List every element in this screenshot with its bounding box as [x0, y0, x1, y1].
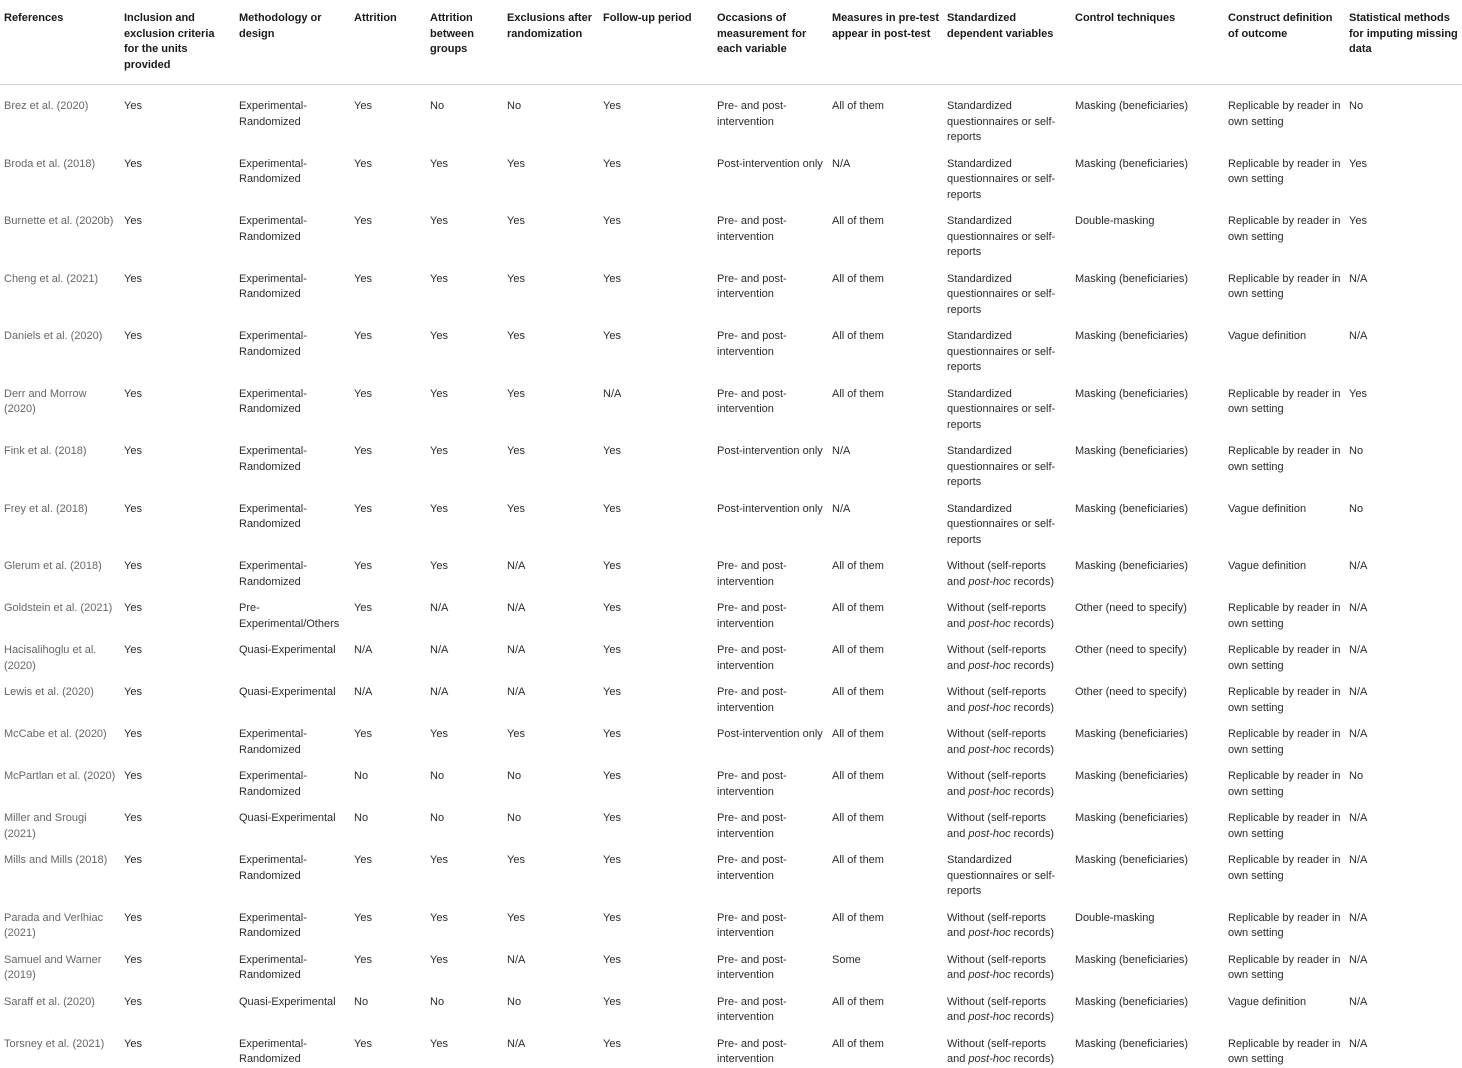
attrition-groups-cell: No: [430, 995, 445, 1008]
standardized-cell: Without (self-reports and post-hoc records): [947, 911, 1055, 939]
attrition-groups-cell: Yes: [430, 272, 448, 285]
attrition-cell: N/A: [354, 644, 373, 656]
table-row: [0, 261, 1462, 319]
exclusions-cell: No: [507, 100, 522, 112]
attrition-groups-cell: N/A: [430, 644, 449, 656]
statistical-cell: Yes: [1349, 387, 1367, 400]
table-row: [0, 146, 1462, 204]
reference-cell: Cheng et al. (2021): [4, 272, 99, 285]
pre-post-cell: All of them: [832, 686, 884, 698]
follow-up-cell: Yes: [603, 1037, 621, 1050]
follow-up-cell: Yes: [603, 445, 621, 457]
inclusion-cell: Yes: [124, 215, 142, 227]
table-row: [0, 376, 1462, 434]
standardized-cell: Without (self-reports and post-hoc records): [947, 1037, 1055, 1065]
statistical-cell: No: [1349, 502, 1364, 515]
control-cell: Masking (beneficiaries): [1075, 812, 1189, 824]
inclusion-cell: Yes: [124, 1037, 142, 1050]
reference-cell: Lewis et al. (2020): [4, 686, 94, 698]
occasions-cell: Pre- and post-intervention: [717, 100, 787, 128]
control-cell: Masking (beneficiaries): [1075, 157, 1189, 170]
standardized-cell: Standardized questionnaires or self-reports: [947, 445, 1056, 488]
occasions-cell: Pre- and post-intervention: [717, 812, 787, 840]
methodology-cell: Experimental-Randomized: [239, 770, 307, 798]
reference-cell: Mills and Mills (2018): [4, 854, 108, 866]
inclusion-cell: Yes: [124, 100, 142, 112]
construct-cell: Replicable by reader in own setting: [1228, 644, 1341, 672]
methodology-cell: Experimental-Randomized: [239, 215, 307, 243]
follow-up-cell: Yes: [603, 770, 621, 782]
pre-post-cell: All of them: [832, 560, 884, 572]
attrition-cell: Yes: [354, 157, 372, 170]
inclusion-cell: Yes: [124, 272, 142, 285]
attrition-cell: Yes: [354, 330, 372, 342]
attrition-cell: N/A: [354, 686, 373, 698]
attrition-cell: Yes: [354, 911, 372, 924]
control-cell: Masking (beneficiaries): [1075, 272, 1189, 285]
attrition-cell: Yes: [354, 953, 372, 966]
construct-cell: Replicable by reader in own setting: [1228, 445, 1341, 473]
reference-cell: McCabe et al. (2020): [4, 728, 107, 740]
attrition-cell: Yes: [354, 560, 372, 572]
reference-cell: Goldstein et al. (2021): [4, 602, 113, 614]
header-row: [0, 0, 1462, 85]
statistical-cell: N/A: [1349, 854, 1368, 866]
reference-cell: Burnette et al. (2020b): [4, 215, 114, 227]
attrition-cell: Yes: [354, 502, 372, 515]
col-header-occasions: Occasions of measurement for each variable: [713, 0, 828, 85]
table-row: [0, 491, 1462, 549]
attrition-cell: Yes: [354, 1037, 372, 1050]
attrition-groups-cell: Yes: [430, 1037, 448, 1050]
inclusion-cell: Yes: [124, 728, 142, 740]
follow-up-cell: Yes: [603, 995, 621, 1008]
methodology-cell: Experimental-Randomized: [239, 1037, 307, 1065]
reference-cell: Torsney et al. (2021): [4, 1037, 105, 1050]
control-cell: Masking (beneficiaries): [1075, 445, 1189, 457]
exclusions-cell: Yes: [507, 854, 525, 866]
pre-post-cell: All of them: [832, 215, 884, 227]
exclusions-cell: Yes: [507, 502, 525, 515]
control-cell: Other (need to specify): [1075, 602, 1187, 614]
control-cell: Masking (beneficiaries): [1075, 995, 1189, 1008]
pre-post-cell: All of them: [832, 911, 884, 924]
occasions-cell: Pre- and post-intervention: [717, 1037, 787, 1065]
exclusions-cell: No: [507, 812, 522, 824]
follow-up-cell: Yes: [603, 854, 621, 866]
methodology-cell: Experimental-Randomized: [239, 728, 307, 756]
table-row: [0, 85, 1462, 146]
exclusions-cell: N/A: [507, 686, 526, 698]
standardized-cell: Standardized questionnaires or self-reports: [947, 854, 1056, 897]
reference-cell: Glerum et al. (2018): [4, 560, 102, 572]
inclusion-cell: Yes: [124, 911, 142, 924]
pre-post-cell: All of them: [832, 812, 884, 824]
methodology-cell: Experimental-Randomized: [239, 560, 307, 588]
table-row: [0, 674, 1462, 716]
table-row: [0, 1026, 1462, 1068]
methodology-cell: Experimental-Randomized: [239, 157, 307, 185]
table-row: [0, 203, 1462, 261]
follow-up-cell: Yes: [603, 728, 621, 740]
exclusions-cell: Yes: [507, 728, 525, 740]
attrition-groups-cell: N/A: [430, 602, 449, 614]
col-header-inclusion-criteria: Inclusion and exclusion criteria for the units provided: [120, 0, 235, 85]
attrition-cell: Yes: [354, 602, 372, 614]
statistical-cell: Yes: [1349, 215, 1367, 227]
control-cell: Masking (beneficiaries): [1075, 854, 1189, 866]
methodology-cell: Pre-Experimental/Others: [239, 602, 340, 630]
statistical-cell: No: [1349, 770, 1364, 782]
attrition-groups-cell: No: [430, 100, 445, 112]
reference-cell: Fink et al. (2018): [4, 445, 87, 457]
attrition-cell: Yes: [354, 100, 372, 112]
standardized-cell: Without (self-reports and post-hoc records): [947, 812, 1055, 840]
attrition-cell: Yes: [354, 272, 372, 285]
control-cell: Double-masking: [1075, 911, 1155, 924]
methodology-cell: Experimental-Randomized: [239, 502, 307, 530]
pre-post-cell: All of them: [832, 644, 884, 656]
methodology-cell: Quasi-Experimental: [239, 812, 336, 824]
attrition-cell: Yes: [354, 854, 372, 866]
attrition-groups-cell: No: [430, 812, 445, 824]
attrition-groups-cell: Yes: [430, 911, 448, 924]
occasions-cell: Pre- and post-intervention: [717, 953, 787, 981]
attrition-groups-cell: Yes: [430, 445, 448, 457]
standardized-cell: Standardized questionnaires or self-reports: [947, 157, 1056, 201]
construct-cell: Replicable by reader in own setting: [1228, 911, 1341, 939]
occasions-cell: Pre- and post-intervention: [717, 560, 787, 588]
methodology-cell: Quasi-Experimental: [239, 644, 336, 656]
pre-post-cell: All of them: [832, 100, 884, 112]
standardized-cell: Standardized questionnaires or self-reports: [947, 502, 1056, 546]
statistical-cell: N/A: [1349, 602, 1368, 614]
reference-cell: Frey et al. (2018): [4, 502, 88, 515]
col-header-methodology: Methodology or design: [235, 0, 350, 85]
table-row: [0, 548, 1462, 590]
pre-post-cell: N/A: [832, 502, 851, 515]
col-header-construct-definition: Construct definition of outcome: [1224, 0, 1345, 85]
attrition-groups-cell: Yes: [430, 560, 448, 572]
occasions-cell: Pre- and post-intervention: [717, 854, 787, 882]
inclusion-cell: Yes: [124, 387, 142, 400]
standardized-cell: Without (self-reports and post-hoc records): [947, 686, 1055, 714]
statistical-cell: N/A: [1349, 644, 1368, 656]
col-header-exclusions: Exclusions after randomization: [503, 0, 599, 85]
occasions-cell: Pre- and post-intervention: [717, 330, 787, 358]
occasions-cell: Post-intervention only: [717, 445, 823, 457]
inclusion-cell: Yes: [124, 602, 142, 614]
occasions-cell: Post-intervention only: [717, 157, 823, 170]
col-header-follow-up: Follow-up period: [599, 0, 713, 85]
statistical-cell: N/A: [1349, 995, 1368, 1008]
control-cell: Masking (beneficiaries): [1075, 502, 1189, 515]
col-header-statistical-methods: Statistical methods for imputing missing data: [1345, 0, 1462, 85]
follow-up-cell: Yes: [603, 812, 621, 824]
methodology-cell: Experimental-Randomized: [239, 100, 307, 128]
occasions-cell: Pre- and post-intervention: [717, 387, 787, 415]
col-header-pre-post-measures: Measures in pre-test appear in post-test: [828, 0, 943, 85]
statistical-cell: Yes: [1349, 157, 1367, 170]
exclusions-cell: N/A: [507, 953, 526, 966]
follow-up-cell: N/A: [603, 387, 622, 400]
inclusion-cell: Yes: [124, 770, 142, 782]
exclusions-cell: Yes: [507, 272, 525, 285]
attrition-cell: No: [354, 812, 369, 824]
reference-cell: Saraff et al. (2020): [4, 995, 95, 1008]
statistical-cell: N/A: [1349, 953, 1368, 966]
table-row: [0, 590, 1462, 632]
occasions-cell: Post-intervention only: [717, 728, 823, 740]
occasions-cell: Pre- and post-intervention: [717, 770, 787, 798]
exclusions-cell: No: [507, 995, 522, 1008]
inclusion-cell: Yes: [124, 330, 142, 342]
reference-cell: Hacisalihoglu et al. (2020): [4, 644, 97, 672]
follow-up-cell: Yes: [603, 644, 621, 656]
follow-up-cell: Yes: [603, 686, 621, 698]
reference-cell: Derr and Morrow (2020): [4, 387, 87, 415]
table-row: [0, 716, 1462, 758]
methodology-cell: Experimental-Randomized: [239, 387, 307, 415]
reference-cell: Broda et al. (2018): [4, 157, 96, 170]
statistical-cell: No: [1349, 100, 1364, 112]
construct-cell: Vague definition: [1228, 502, 1307, 515]
construct-cell: Replicable by reader in own setting: [1228, 812, 1341, 840]
attrition-groups-cell: Yes: [430, 854, 448, 866]
col-header-attrition-between-groups: Attrition between groups: [426, 0, 503, 85]
attrition-groups-cell: Yes: [430, 330, 448, 342]
occasions-cell: Pre- and post-intervention: [717, 215, 787, 243]
table-row: [0, 842, 1462, 900]
methodology-cell: Experimental-Randomized: [239, 911, 307, 939]
exclusions-cell: N/A: [507, 1037, 526, 1050]
follow-up-cell: Yes: [603, 215, 621, 227]
inclusion-cell: Yes: [124, 686, 142, 698]
statistical-cell: N/A: [1349, 272, 1368, 285]
standardized-cell: Without (self-reports and post-hoc records): [947, 995, 1055, 1023]
standardized-cell: Standardized questionnaires or self-reports: [947, 272, 1056, 316]
inclusion-cell: Yes: [124, 854, 142, 866]
control-cell: Masking (beneficiaries): [1075, 770, 1189, 782]
reference-cell: Parada and Verlhiac (2021): [4, 911, 104, 939]
follow-up-cell: Yes: [603, 272, 621, 285]
exclusions-cell: Yes: [507, 445, 525, 457]
construct-cell: Replicable by reader in own setting: [1228, 157, 1341, 185]
exclusions-cell: Yes: [507, 911, 525, 924]
inclusion-cell: Yes: [124, 644, 142, 656]
follow-up-cell: Yes: [603, 602, 621, 614]
construct-cell: Replicable by reader in own setting: [1228, 100, 1341, 128]
control-cell: Masking (beneficiaries): [1075, 728, 1189, 740]
exclusions-cell: Yes: [507, 215, 525, 227]
statistical-cell: N/A: [1349, 330, 1368, 342]
follow-up-cell: Yes: [603, 911, 621, 924]
control-cell: Masking (beneficiaries): [1075, 330, 1189, 342]
attrition-groups-cell: Yes: [430, 387, 448, 400]
occasions-cell: Pre- and post-intervention: [717, 272, 787, 300]
standardized-cell: Standardized questionnaires or self-reports: [947, 100, 1056, 143]
inclusion-cell: Yes: [124, 812, 142, 824]
construct-cell: Replicable by reader in own setting: [1228, 387, 1341, 415]
inclusion-cell: Yes: [124, 560, 142, 572]
pre-post-cell: All of them: [832, 854, 884, 866]
standardized-cell: Without (self-reports and post-hoc records): [947, 728, 1055, 756]
control-cell: Double-masking: [1075, 215, 1155, 227]
control-cell: Other (need to specify): [1075, 644, 1187, 656]
construct-cell: Replicable by reader in own setting: [1228, 215, 1341, 243]
statistical-cell: N/A: [1349, 911, 1368, 924]
control-cell: Masking (beneficiaries): [1075, 100, 1189, 112]
control-cell: Masking (beneficiaries): [1075, 387, 1189, 400]
statistical-cell: N/A: [1349, 728, 1368, 740]
standardized-cell: Without (self-reports and post-hoc records): [947, 953, 1055, 981]
control-cell: Masking (beneficiaries): [1075, 560, 1189, 572]
pre-post-cell: Some: [832, 953, 861, 966]
statistical-cell: N/A: [1349, 812, 1368, 824]
pre-post-cell: All of them: [832, 330, 884, 342]
reference-cell: Samuel and Warner (2019): [4, 953, 102, 981]
table-row: [0, 758, 1462, 800]
standardized-cell: Standardized questionnaires or self-reports: [947, 215, 1056, 258]
construct-cell: Replicable by reader in own setting: [1228, 1037, 1341, 1065]
table-row: [0, 632, 1462, 674]
follow-up-cell: Yes: [603, 100, 621, 112]
table-row: [0, 318, 1462, 376]
table-body: [0, 85, 1462, 1068]
exclusions-cell: No: [507, 770, 522, 782]
construct-cell: Replicable by reader in own setting: [1228, 770, 1341, 798]
attrition-cell: Yes: [354, 387, 372, 400]
reference-cell: McPartlan et al. (2020): [4, 770, 116, 782]
col-header-standardized-variables: Standardized dependent variables: [943, 0, 1071, 85]
follow-up-cell: Yes: [603, 330, 621, 342]
occasions-cell: Pre- and post-intervention: [717, 911, 787, 939]
reference-cell: Miller and Srougi (2021): [4, 812, 87, 840]
table-row: [0, 900, 1462, 942]
pre-post-cell: N/A: [832, 445, 851, 457]
occasions-cell: Post-intervention only: [717, 502, 823, 515]
statistical-cell: N/A: [1349, 1037, 1368, 1050]
table-row: [0, 984, 1462, 1026]
attrition-groups-cell: Yes: [430, 502, 448, 515]
reference-cell: Daniels et al. (2020): [4, 330, 103, 342]
construct-cell: Replicable by reader in own setting: [1228, 272, 1341, 300]
pre-post-cell: All of them: [832, 995, 884, 1008]
inclusion-cell: Yes: [124, 157, 142, 170]
table-row: [0, 800, 1462, 842]
construct-cell: Vague definition: [1228, 330, 1307, 342]
statistical-cell: N/A: [1349, 560, 1368, 572]
pre-post-cell: N/A: [832, 157, 851, 170]
attrition-groups-cell: No: [430, 770, 445, 782]
exclusions-cell: N/A: [507, 560, 526, 572]
col-header-references: References: [0, 0, 120, 85]
occasions-cell: Pre- and post-intervention: [717, 995, 787, 1023]
methodology-cell: Experimental-Randomized: [239, 445, 307, 473]
methodology-cell: Experimental-Randomized: [239, 330, 307, 358]
exclusions-cell: N/A: [507, 602, 526, 614]
standardized-cell: Standardized questionnaires or self-reports: [947, 387, 1056, 431]
methodology-cell: Experimental-Randomized: [239, 953, 307, 981]
attrition-cell: Yes: [354, 215, 372, 227]
pre-post-cell: All of them: [832, 728, 884, 740]
inclusion-cell: Yes: [124, 502, 142, 515]
attrition-groups-cell: Yes: [430, 953, 448, 966]
col-header-control-techniques: Control techniques: [1071, 0, 1224, 85]
attrition-groups-cell: Yes: [430, 728, 448, 740]
reference-cell: Brez et al. (2020): [4, 100, 89, 112]
construct-cell: Vague definition: [1228, 995, 1307, 1008]
standardized-cell: Without (self-reports and post-hoc records): [947, 602, 1055, 630]
construct-cell: Vague definition: [1228, 560, 1307, 572]
methodology-cell: Experimental-Randomized: [239, 272, 307, 300]
exclusions-cell: Yes: [507, 387, 525, 400]
col-header-attrition: Attrition: [350, 0, 426, 85]
exclusions-cell: Yes: [507, 330, 525, 342]
construct-cell: Replicable by reader in own setting: [1228, 602, 1341, 630]
attrition-cell: Yes: [354, 728, 372, 740]
control-cell: Masking (beneficiaries): [1075, 1037, 1189, 1050]
pre-post-cell: All of them: [832, 387, 884, 400]
statistical-cell: N/A: [1349, 686, 1368, 698]
methodology-cell: Quasi-Experimental: [239, 686, 336, 698]
exclusions-cell: Yes: [507, 157, 525, 170]
standardized-cell: Without (self-reports and post-hoc records): [947, 770, 1055, 798]
follow-up-cell: Yes: [603, 560, 621, 572]
attrition-cell: Yes: [354, 445, 372, 457]
attrition-cell: No: [354, 770, 369, 782]
inclusion-cell: Yes: [124, 995, 142, 1008]
methodology-cell: Quasi-Experimental: [239, 995, 336, 1008]
pre-post-cell: All of them: [832, 602, 884, 614]
construct-cell: Replicable by reader in own setting: [1228, 953, 1341, 981]
table-row: [0, 433, 1462, 491]
attrition-groups-cell: N/A: [430, 686, 449, 698]
pre-post-cell: All of them: [832, 272, 884, 285]
standardized-cell: Without (self-reports and post-hoc records): [947, 560, 1055, 588]
table-row: [0, 942, 1462, 984]
occasions-cell: Pre- and post-intervention: [717, 686, 787, 714]
attrition-groups-cell: Yes: [430, 215, 448, 227]
control-cell: Other (need to specify): [1075, 686, 1187, 698]
follow-up-cell: Yes: [603, 502, 621, 515]
standardized-cell: Without (self-reports and post-hoc records): [947, 644, 1055, 672]
follow-up-cell: Yes: [603, 953, 621, 966]
control-cell: Masking (beneficiaries): [1075, 953, 1189, 966]
occasions-cell: Pre- and post-intervention: [717, 602, 787, 630]
construct-cell: Replicable by reader in own setting: [1228, 728, 1341, 756]
occasions-cell: Pre- and post-intervention: [717, 644, 787, 672]
follow-up-cell: Yes: [603, 157, 621, 170]
attrition-cell: No: [354, 995, 369, 1008]
pre-post-cell: All of them: [832, 770, 884, 782]
standardized-cell: Standardized questionnaires or self-reports: [947, 330, 1056, 373]
methodology-cell: Experimental-Randomized: [239, 854, 307, 882]
statistical-cell: No: [1349, 445, 1364, 457]
attrition-groups-cell: Yes: [430, 157, 448, 170]
inclusion-cell: Yes: [124, 953, 142, 966]
construct-cell: Replicable by reader in own setting: [1228, 854, 1341, 882]
inclusion-cell: Yes: [124, 445, 142, 457]
pre-post-cell: All of them: [832, 1037, 884, 1050]
exclusions-cell: N/A: [507, 644, 526, 656]
construct-cell: Replicable by reader in own setting: [1228, 686, 1341, 714]
